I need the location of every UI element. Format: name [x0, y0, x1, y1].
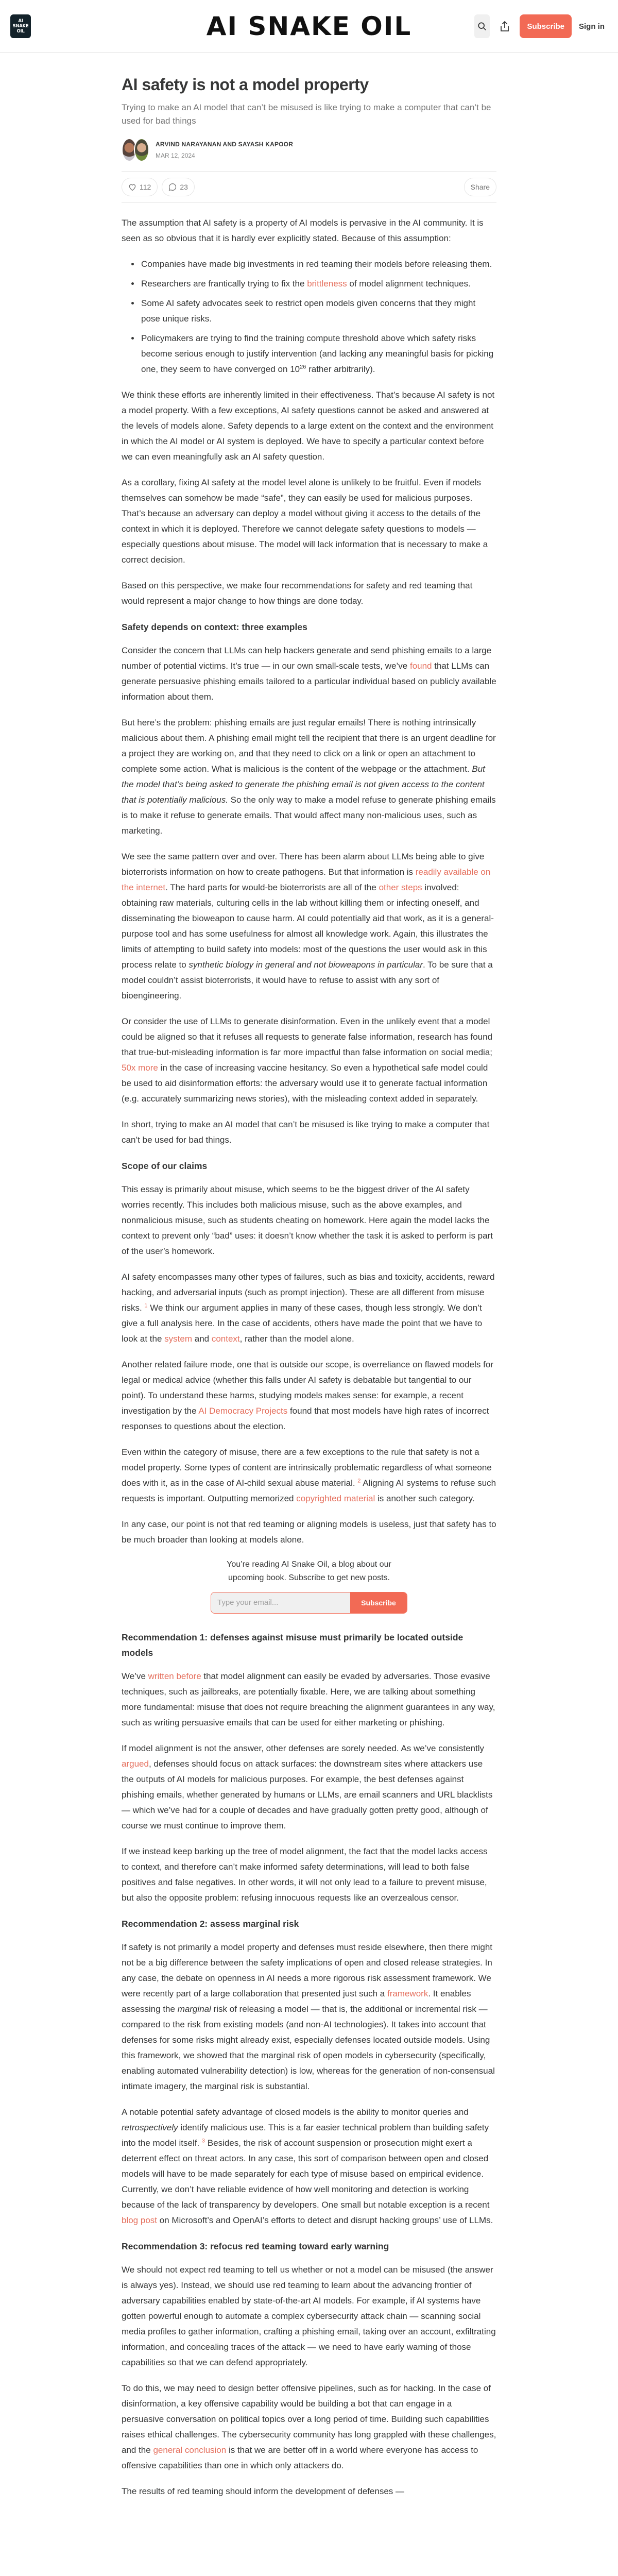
text-run: . To be sure that a model couldn’t assist bioterrorists, it would have to refuse to assist with any sort of bioengineering.: [122, 960, 493, 1001]
paragraph: [122, 1940, 496, 2094]
comments-button[interactable]: [162, 178, 195, 196]
share-icon: [500, 21, 509, 32]
share-page-button[interactable]: [497, 14, 512, 38]
inline-link[interactable]: system: [164, 1334, 193, 1344]
text-run: involved: obtaining raw materials, culturing cells in the lab without killing them or infecting oneself, and disseminating the bioweapon to cause harm. AI could potentially aid that work, as it is a general-purpose tool and has some usefulness for almost all knowledge work. Again, this illustrates the limits of attempting to build safety into models: most of the questions the user would ask in this process relate to: [122, 883, 494, 970]
paragraph: [122, 1182, 496, 1259]
post-actions: [122, 172, 496, 202]
text-run: If safety is not primarily a model property and defenses must reside elsewhere, then there might not be a big difference between the safety implications of open and closed release strategies. In any case, the debate on openness in AI needs a more rigorous risk assessment framework. We were recently part of a large collaboration that presented just such a: [122, 1942, 493, 1998]
text-run: In short, trying to make an AI model that can’t be misused is like trying to make a computer that can’t be used for bad things.: [122, 1120, 490, 1145]
share-button[interactable]: [464, 178, 496, 196]
like-button[interactable]: [122, 178, 158, 196]
text-run: We should not expect red teaming to tell us whether or not a model can be misused (the answer is always yes). Instead, we should use red teaming to learn about the advancing frontier of adversary capabilities enabled by state-of-the-art AI models. For example, if AI systems have gotten powerful enough to automate a complex cybersecurity attack chain — scanning social media profiles to gather information, crafting a phishing email, taking over an account, exfiltrating information, and concealing traces of the attack — we need to have early warning of those capabilities so that we can defend appropriately.: [122, 2265, 496, 2367]
subscribe-form: [211, 1592, 407, 1614]
text-run: risk of releasing a model — that is, the additional or incremental risk — compared to the risk from existing models (and non-AI technologies). It takes into account that defenses for some risks might already exist, especially defenses located outside models. Using this framework, we showed that the marginal risk of open models in cybersecurity (specifically, enabling automated vulnerability detection) is low, whereas for the generation of non-consensual intimate imagery, the marginal risk is substantial.: [122, 2004, 495, 2091]
paragraph: [122, 578, 496, 609]
footnote-link[interactable]: 3: [201, 2138, 205, 2144]
site-title[interactable]: AI SNAKE OIL: [206, 11, 412, 41]
text-run: identify malicious use. This is a far easier technical problem than building safety into the model itself.: [122, 2123, 489, 2148]
section-heading: [122, 1158, 496, 1174]
site-header: [0, 0, 618, 53]
text-run: is that we are better off in a world where everyone has access to offensive capabilities than one in which only attackers do.: [122, 2445, 478, 2470]
text-run: . It enables assessing the: [122, 1989, 471, 2014]
paragraph: [122, 1357, 496, 1434]
comment-count: 23: [180, 183, 188, 191]
text-run: in the case of increasing vaccine hesitancy. So even a hypothetical safe model could be used to aid disinformation efforts: the adversary would use it to generate factual information (e.g. accurately summarizing news stories), with the misleading context added in separately.: [122, 1063, 488, 1104]
text-run: We see the same pattern over and over. There has been alarm about LLMs being able to give bioterrorists information on how to create pathogens. But that information is: [122, 852, 485, 877]
header-actions: [474, 14, 605, 38]
text-run: So the only way to make a model refuse to generate phishing emails is to make it refuse to generate emails. That would affect many non-malicious uses, such as marketing.: [122, 795, 496, 836]
like-count: 112: [140, 183, 151, 191]
article-body: [122, 203, 496, 2499]
search-icon: [477, 22, 487, 31]
text-run: If model alignment is not the answer, other defenses are sorely needed. As we’ve consistently: [122, 1743, 485, 1753]
byline: [122, 138, 496, 162]
comment-icon: [168, 183, 177, 191]
text-run: Recommendation 3: refocus red teaming toward early warning: [122, 2241, 389, 2251]
inline-link[interactable]: general conclusion: [153, 2445, 227, 2455]
paragraph: [122, 215, 496, 246]
inline-link[interactable]: written before: [148, 1671, 201, 1681]
text-run: Policymakers are trying to find the training compute threshold above which safety risks become serious enough to justify intervention (and lacking any meaningful basis for picking one, they seem to have converged on 10: [141, 333, 494, 374]
text-run: We think our argument applies in many of these cases, though less strongly. We don’t give a full analysis here. In the case of accidents, others have made the point that we have to look at the: [122, 1303, 483, 1344]
paragraph: [122, 2262, 496, 2370]
text-run: that LLMs can generate persuasive phishing emails tailored to a particular individual based on publicly available information about them.: [122, 661, 496, 702]
text-run: is another such category.: [375, 1494, 475, 1503]
post: [122, 53, 496, 2499]
emphasis-text: marginal: [177, 2004, 211, 2014]
text-run: In any case, our point is not that red teaming or aligning models is useless, just that safety has to be much broader than looking at models alone.: [122, 1519, 496, 1545]
email-field[interactable]: [211, 1592, 350, 1613]
paragraph: [122, 1741, 496, 1834]
text-run: of model alignment techniques.: [347, 279, 471, 289]
text-run: AI safety encompasses many other types of failures, such as bias and toxicity, accidents, reward hacking, and adversarial inputs (such as prompt injection). These are all different from misuse risks.: [122, 1272, 495, 1313]
text-run: Some AI safety advocates seek to restrict open models given concerns that they might pose unique risks.: [141, 298, 476, 324]
post-authors[interactable]: ARVIND NARAYANAN AND SAYASH KAPOOR: [156, 141, 294, 148]
paragraph: [122, 2484, 496, 2499]
text-run: The results of red teaming should inform the development of defenses —: [122, 2486, 405, 2496]
inline-link[interactable]: context: [211, 1334, 240, 1344]
text-run: Recommendation 1: defenses against misuse must primarily be located outside models: [122, 1632, 464, 1658]
section-heading: [122, 1916, 496, 1931]
footnote-link[interactable]: 2: [357, 1478, 361, 1484]
text-run: rather arbitrarily).: [306, 364, 375, 374]
inline-link[interactable]: copyrighted material: [296, 1494, 375, 1503]
list-item: [140, 276, 496, 292]
inline-link[interactable]: other steps: [379, 883, 422, 892]
heart-icon: [128, 183, 136, 191]
list-item: [140, 296, 496, 327]
inline-link[interactable]: argued: [122, 1759, 149, 1769]
text-run: We’ve: [122, 1671, 148, 1681]
email-placeholder: Type your email...: [217, 1598, 279, 1607]
inline-link[interactable]: AI Democracy Projects: [198, 1406, 288, 1416]
paragraph: [122, 475, 496, 568]
inline-link[interactable]: readily available on the internet: [122, 867, 491, 892]
author-avatars[interactable]: [122, 138, 149, 162]
paragraph: [122, 1269, 496, 1347]
paragraph: [122, 715, 496, 839]
paragraph: [122, 387, 496, 465]
text-run: We think these efforts are inherently limited in their effectiveness. That’s because AI safety is not a model property. With a few exceptions, AI safety questions cannot be asked and answered at the levels of models alone. Safety depends to a large extent on the context and the environment in which the AI model or AI system is deployed. We have to specify a particular context before we can even meaningfully ask an AI safety question.: [122, 390, 495, 462]
inline-link[interactable]: framework: [387, 1989, 428, 1998]
text-run: If we instead keep barking up the tree of model alignment, the fact that the model lacks access to context, and therefore can’t make informed safety determinations, will lead to both false positives and false negatives. In other words, it will not only lead to a failure to prevent misuse, but also the opposite problem: refusing innocuous requests like an overzealous censor.: [122, 1846, 488, 1903]
text-run: . The hard parts for would-be bioterrorists are all of the: [165, 883, 379, 892]
emphasis-text: synthetic biology in general and not bioweapons in particular: [188, 960, 423, 970]
text-run: Or consider the use of LLMs to generate disinformation. Even in the unlikely event that a model could be aligned so that it refuses all requests to generate false information, research has found that true-but-misleading information is far more impactful than false information on social media;: [122, 1016, 493, 1057]
search-button[interactable]: [474, 14, 490, 38]
paragraph: [122, 2105, 496, 2228]
bullet-list: [122, 257, 496, 377]
text-run: A notable potential safety advantage of closed models is the ability to monitor queries and: [122, 2107, 469, 2117]
paragraph: [122, 1014, 496, 1107]
text-run: on Microsoft’s and OpenAI’s efforts to detect and disrupt hacking groups’ use of LLMs.: [157, 2215, 493, 2225]
text-run: Another related failure mode, one that is outside our scope, is overreliance on flawed models for legal or medical advice (whether this falls under AI safety is debatable but tangential to our point). To understand these harms, studying models makes sense: for example, a recent investigation by the: [122, 1360, 493, 1416]
text-run: Scope of our claims: [122, 1161, 208, 1171]
share-label: Share: [470, 183, 490, 191]
text-run: But here’s the problem: phishing emails are just regular emails! There is nothing intrinsically malicious about them. A phishing email might tell the recipient that there is an urgent deadline for a project they are working on, and that they need to click on a link or open an attachment to complete some action. What is malicious is the content of the webpage or the attachment.: [122, 718, 496, 774]
text-run: Aligning AI systems to refuse such requests is important. Outputting memorized: [122, 1478, 496, 1503]
subscribe-widget: [122, 1558, 496, 1618]
paragraph: [122, 1669, 496, 1731]
subscribe-button[interactable]: Subscribe: [350, 1592, 407, 1613]
paragraph: [122, 1844, 496, 1906]
text-run: that model alignment can easily be evaded by adversaries. Those evasive techniques, such as jailbreaks, are potentially fixable. Here, we are talking about something more fundamental: misuse that does not require breaching the alignment guarantees in any way, such as writing persuasive emails that can be used for either marketing or phishing.: [122, 1671, 495, 1727]
text-run: Based on this perspective, we make four recommendations for safety and red teaming that would represent a major change to how things are done today.: [122, 581, 473, 606]
paragraph: [122, 849, 496, 1004]
text-run: Consider the concern that LLMs can help hackers generate and send phishing emails to a large number of potential victims. It’s true — in our own small-scale tests, we’ve: [122, 646, 492, 671]
emphasis-text: retrospectively: [122, 2123, 178, 2132]
inline-link[interactable]: 50x more: [122, 1063, 158, 1073]
text-run: This essay is primarily about misuse, which seems to be the biggest driver of the AI safety worries recently. This includes both malicious misuse, such as the above examples, and nonmalicious misuse, such as students cheating on homework. Here again the model lacks the context to prevent only “bad” uses: it doesn’t know whether the task it is asked to perform is part of the user’s homework.: [122, 1184, 493, 1256]
text-run: Even within the category of misuse, there are a few exceptions to the rule that safety is not a model property. Some types of content are intrinsically problematic regardless of what someone does with it, as in the case of AI-child sexual abuse material.: [122, 1447, 492, 1488]
post-subtitle: Trying to make an AI model that can’t be misused is like trying to make a computer that can’t be used for bad things: [122, 103, 491, 126]
site-logo[interactable]: AI SNAKE OIL: [10, 14, 31, 38]
text-run: To do this, we may need to design better offensive pipelines, such as for hacking. In the case of disinformation, a key offensive capability would be building a bot that can engage in a persuasive conversation on political topics over a long period of time. Building such capabilities raises ethical challenges. The cybersecurity community has long grappled with these challenges, and the: [122, 2383, 496, 2455]
section-heading: [122, 2239, 496, 2254]
text-run: Researchers are frantically trying to fix the: [141, 279, 307, 289]
text-run: Safety depends on context: three examples: [122, 622, 307, 632]
emphasis-text: But the model that’s being asked to generate the phishing email is not given access to the content that is potentially malicious.: [122, 764, 485, 805]
section-heading: [122, 1630, 496, 1660]
subscribe-text: You’re reading AI Snake Oil, a blog about our upcoming book. Subscribe to get new posts.: [227, 1560, 391, 1582]
paragraph: [122, 1445, 496, 1506]
footnote-link[interactable]: 1: [144, 1302, 148, 1309]
sign-in-link[interactable]: Sign in: [579, 22, 605, 31]
paragraph: [122, 1117, 496, 1148]
inline-link[interactable]: blog post: [122, 2215, 157, 2225]
header-subscribe-button[interactable]: Subscribe: [520, 14, 572, 38]
text-run: The assumption that AI safety is a property of AI models is pervasive in the AI community. It is seen as so obvious that it is hardly ever explicitly stated. Because of this assumption:: [122, 218, 484, 243]
paragraph: [122, 643, 496, 705]
text-run: , defenses should focus on attack surfaces: the downstream sites where attackers use the outputs of AI models for malicious purposes. For example, the best defenses against phishing emails, whether generated by humans or LLMs, are email scanners and URL blacklists — which we’ve had for a couple of decades and have gradually gotten pretty good, although of course we must continue to improve them.: [122, 1759, 493, 1831]
text-run: As a corollary, fixing AI safety at the model level alone is unlikely to be fruitful. Even if models themselves can somehow be made “safe”, they can easily be used for malicious purposes. That’s because an adversary can deploy a model without giving it access to the details of the context in which it is deployed. Therefore we cannot delegate safety questions to models — especially questions about misuse. The model will lack information that is necessary to make a correct decision.: [122, 478, 488, 565]
text-run: Recommendation 2: assess marginal risk: [122, 1919, 299, 1929]
inline-link[interactable]: brittleness: [307, 279, 347, 289]
email-input[interactable]: [211, 1592, 350, 1613]
text-run: Besides, the risk of account suspension or prosecution might exert a deterrent effect on threat actors. In any case, this sort of comparison between open and closed models will have to be made separately for each type of misuse based on empirical evidence. Currently, we don’t have reliable evidence of how well monitoring and detection is working because of the lack of transparency by developers. One small but notable exception is a recent: [122, 2138, 490, 2210]
paragraph: [122, 2381, 496, 2473]
post-title: AI safety is not a model property: [122, 75, 369, 94]
text-run: and: [192, 1334, 212, 1344]
text-run: Companies have made big investments in red teaming their models before releasing them.: [141, 259, 492, 269]
avatar[interactable]: [134, 138, 149, 162]
section-heading: [122, 619, 496, 635]
text-run: , rather than the model alone.: [239, 1334, 354, 1344]
exponent: 26: [300, 364, 306, 370]
inline-link[interactable]: found: [409, 661, 432, 671]
list-item: [140, 257, 496, 272]
text-run: found that most models have high rates of incorrect responses to questions about the election.: [122, 1406, 489, 1431]
post-date: MAR 12, 2024: [156, 152, 195, 159]
list-item: [140, 331, 496, 377]
paragraph: [122, 1517, 496, 1548]
